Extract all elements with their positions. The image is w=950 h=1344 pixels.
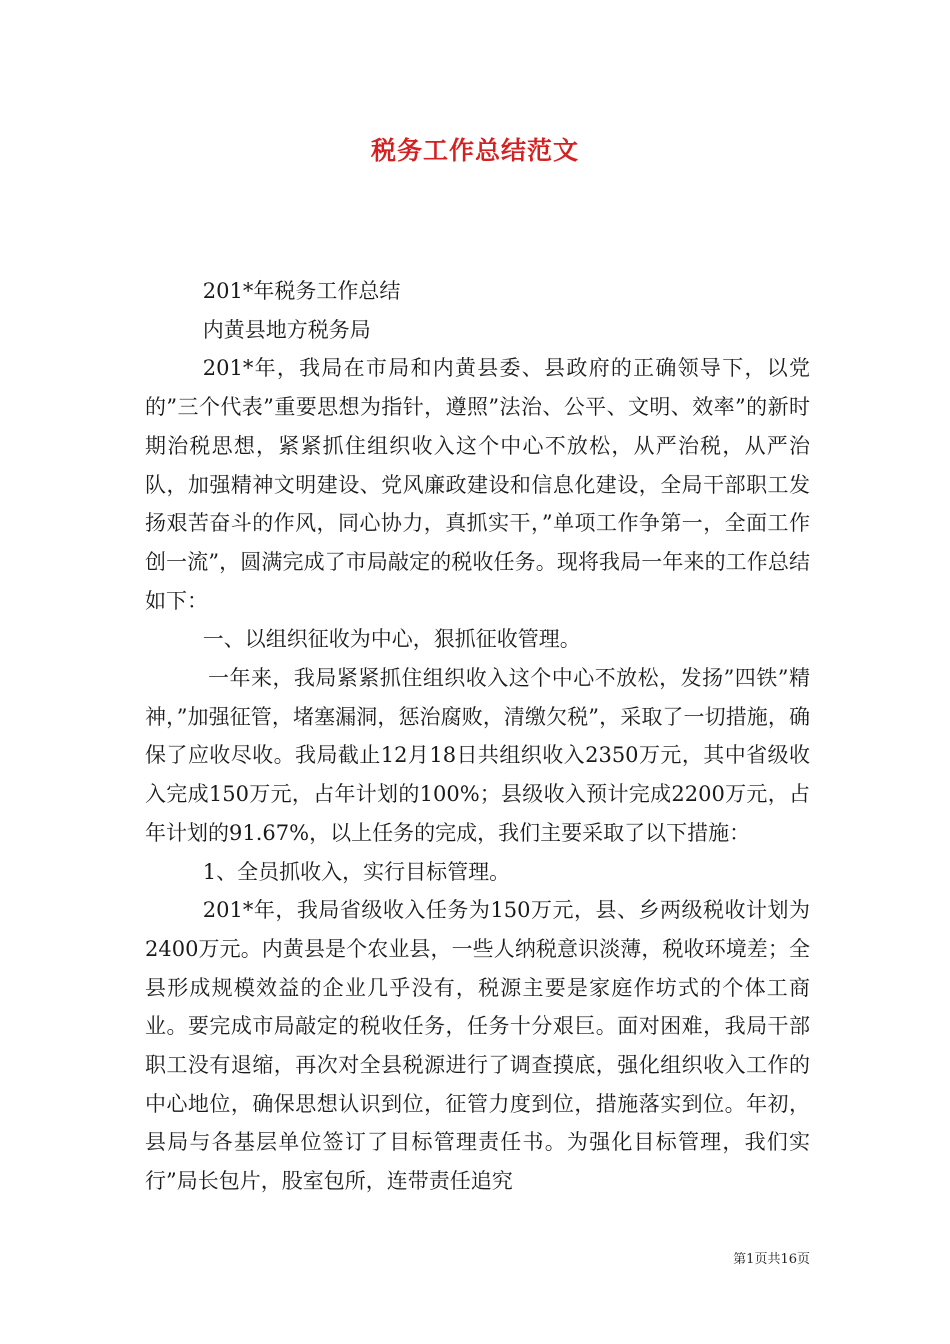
paragraph-intro: 201*年，我局在市局和内黄县委、县政府的正确领导下，以党的”三个代表”重要思想为指针，遵照”法治、公平、文明、效率”的新时期治税思想，紧紧抓住组织收入这个中心不放松，从严治税，从严治队，加强精神文明建设、党风廉政建设和信息化建设，全局干部职工发扬艰苦奋斗的作风，同心协力，真抓实干，”单项工作争第一，全面工作创一流”，圆满完成了市局敲定的税收任务。现将我局一年来的工作总结如下： <box>145 356 810 613</box>
section-heading-1: 一、以组织征收为中心，狠抓征收管理。 <box>202 627 581 652</box>
page-title: 税务工作总结范文 <box>370 136 579 165</box>
document-body <box>145 272 810 1201</box>
paragraph-targets: 201*年，我局省级收入任务为150万元，县、乡两级税收计划为2400万元。内黄县是个农业县，一些人纳税意识淡薄，税收环境差；全县形成规模效益的企业几乎没有，税源主要是家庭作坊式的个体工商业。要完成市局敲定的税收任务，任务十分艰巨。面对困难，我局干部职工没有退缩，再次对全县税源进行了调查摸底，强化组织收入工作的中心地位，确保思想认识到位，征管力度到位，措施落实到位。年初，县局与各基层单位签订了目标管理责任书。为强化目标管理，我们实行”局长包片，股室包所，连带责任追究 <box>145 898 810 1194</box>
paragraph-collection: 一年来，我局紧紧抓住组织收入这个中心不放松，发扬”四铁”精神，”加强征管，堵塞漏洞，惩治腐败，清缴欠税”，采取了一切措施，确保了应收尽收。我局截止12月18日共组织收入2350万元，其中省级收入完成150万元，占年计划的100%；县级收入预计完成2200万元，占年计划的91.67%，以上任务的完成，我们主要采取了以下措施： <box>145 666 810 845</box>
page-number: 第1页共16页 <box>733 1252 810 1267</box>
paragraph-author: 内黄县地方税务局 <box>202 317 371 342</box>
paragraph-heading: 201*年税务工作总结 <box>202 279 401 303</box>
subsection-heading-1: 1、全员抓收入，实行目标管理。 <box>202 859 511 884</box>
